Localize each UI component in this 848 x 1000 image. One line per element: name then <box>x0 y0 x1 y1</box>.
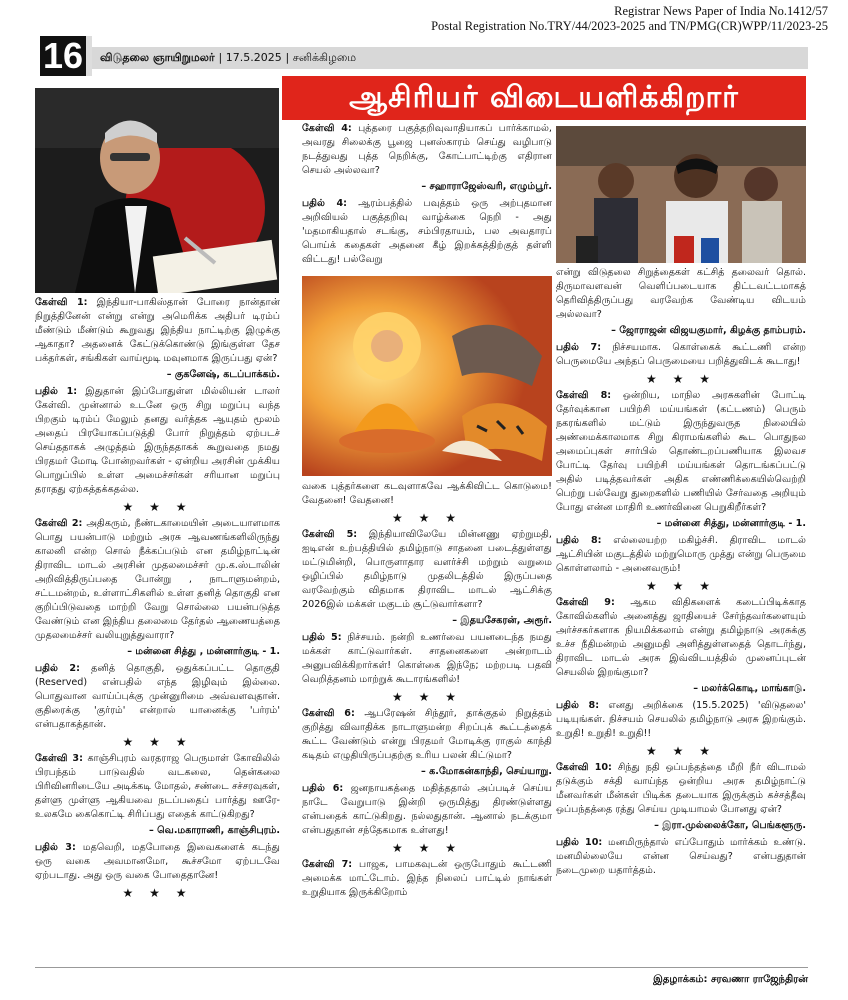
column-2-top <box>302 122 552 269</box>
issue-day: சனிக்கிழமை <box>292 51 357 64</box>
reader-byline: – சஹாராஜேஸ்வரி, எழும்பூர். <box>421 181 552 192</box>
registration-info <box>431 4 828 34</box>
qa-label: பதில் 4: <box>302 198 347 209</box>
qa-paragraph <box>35 752 280 822</box>
qa-label: பதில் 6: <box>302 783 344 794</box>
qa-paragraph <box>302 631 552 687</box>
reader-byline: – க.மோகன்காந்தி, செய்யாறு. <box>421 766 552 777</box>
section-separator-stars: ★ ★ ★ <box>392 690 462 704</box>
section-separator-stars: ★ ★ ★ <box>122 886 193 900</box>
qa-label: பதில் 2: <box>35 663 80 674</box>
columnist-illustration <box>35 88 279 293</box>
qa-text: எனது அறிக்கை (15.5.2025) 'விடுதலை' படியுங்கள். நிச்சயம் செயலில் தமிழ்நாடு அரசு இறங்கும். உறுதி! உறுதி! உறுதி!! <box>556 700 806 739</box>
issue-date: 17.5.2025 <box>225 51 282 64</box>
reader-byline: – மன்னை சித்து, மன்னார்குடி - 1. <box>656 518 806 529</box>
qa-paragraph <box>556 534 806 576</box>
qa-text: புத்தரை பகுத்தறிவுவாதியாகப் பார்க்காமல், அவரது சிலைக்கு பூஜை புனஸ்காரம் செய்து வழிபாடு நடத்துவது புத்த நெறிக்கு, கோட்பாட்டிற்கு எதிரான செயல் அல்லவா? <box>302 123 552 176</box>
qa-paragraph <box>35 296 280 366</box>
registration-line-1: Registrar News Paper of India No.1412/57 <box>614 4 828 18</box>
paper-name: விடுதலை ஞாயிறுமலர் <box>100 51 215 64</box>
column-1 <box>35 296 280 903</box>
qa-paragraph <box>302 782 552 838</box>
qa-label: கேள்வி 7: <box>302 859 353 870</box>
qa-paragraph <box>556 836 806 878</box>
qa-text: ஜனநாயகத்தை மதித்ததால் அப்படிச் செய்ய நாடே வேறுபாடு இன்றி ஒருமித்து திரண்டுள்ளது என்பதைக் காட்டுகிறது. நல்லதுதான். ஆனால் நடக்குமா என்பதுதான் சந்தேகமாக உள்ளது! <box>302 783 552 836</box>
qa-label: பதில் 8: <box>556 700 600 711</box>
qa-label: பதில் 8: <box>556 535 602 546</box>
qa-text: ஒன்றிய, மாநில அரசுகளின் போட்டி தேர்வுக்கான பயிற்சி மய்யங்கள் (கட்டணம்) பெரும் நகரங்களில் மட்டும் இருந்துவருத நிலையில் அண்மைக்காலமாக சிறு கிராமங்களில் கூட பொதுநல அமைப்புகள் சார்பில் தொண்டறப்பணியாக இலவச போட்டி தேர்வு பயிற்சி மய்யங்கள் தொடங்கப்பட்டு அதில் படித்தவர்கள் அதிக எண்ணிக்கையில்வெற்றி பெற்று பல்வேறு துறைகளில் பணியில் சேர்வதை அறியும் போது என்ன மாதிரி உணர்வினை பெறுகிறீர்கள்? <box>556 390 806 513</box>
qa-text: நிச்சயமாக. கொள்கைக் கூட்டணி என்ற பெருமையே அந்தப் பெருமையை பறித்துவிடக் கூடாது! <box>556 342 806 367</box>
qa-text: நிச்சயம். நன்றி உணர்வை பயனடைந்த நமது மக்கள் காட்டுவார்கள். சாதனைகளை அன்றாடம் அனுபவிக்கிறார்கள்! கொள்கை இந்நே; மற்றபடி பதவி வெறித்தனம் மாற்றுக் கூடாரங்களில்! <box>302 632 552 685</box>
section-separator-stars: ★ ★ ★ <box>122 735 193 749</box>
qa-label: கேள்வி 4: <box>302 123 352 134</box>
qa-paragraph <box>35 662 280 732</box>
qa-text: என்று விடுதலை சிறுத்தைகள் கட்சித் தலைவர் தொல். திருமாவளவன் வெளிப்படையாக திட்டவட்டமாகத் தெரிவித்திருப்பது வரவேற்க வேண்டிய விடயம் அல்லவா? <box>556 267 806 320</box>
qa-text: ஆகம விதிகளைக் கடைப்பிடிக்காத கோவில்களில் அனைத்து ஜாதியைச் சேர்ந்தவர்களையும் அர்ச்சகர்களாக நியமிக்கலாம் என்று தமிழ்நாடு அரசுக்கு உச்ச நீதிமன்றம் அனுமதி அளித்துள்ளதைத் தொடர்ந்து, திராவிட மாடல் அரசு இவ்விடயத்தில் முனைப்புடன் செயலில் இறங்குமா? <box>556 597 806 678</box>
page-number: 16 <box>40 36 86 76</box>
reader-byline: – குகனேஷ், கடப்பாக்கம். <box>166 369 280 380</box>
qa-text: இந்தியா-பாகிஸ்தான் போரை நான்தான் நிறுத்தினேன் என்று என்று அமெரிக்க அதிபர் டிரம்ப் மீண்டும் மீண்டும் கூறுவது இந்திய நாட்டிற்கு இழுக்கு ஆகாதா? அதனைக் கேட்டுக்கொண்டு இங்குள்ள தேச பக்தர்கள், சங்கிகள் வாய்மூடி மவுனமாக இருப்பது ஏன்? <box>35 297 280 364</box>
qa-text: வகை புத்தர்களை கடவுளாகவே ஆக்கிவிட்ட கொடுமை! வேதனை! வேதனை! <box>302 481 552 506</box>
section-separator-stars: ★ ★ ★ <box>646 744 716 758</box>
qa-label: கேள்வி 9: <box>556 597 615 608</box>
qa-paragraph <box>302 707 552 763</box>
qa-label: கேள்வி 2: <box>35 518 83 529</box>
qa-label: கேள்வி 1: <box>35 297 88 308</box>
press-meet-illustration <box>556 126 806 263</box>
reader-byline: – வெ.மகாராணி, காஞ்சிபுரம். <box>149 825 280 836</box>
qa-text: சிந்து நதி ஒப்பந்தத்தை மீறி நீர் விடாமல் தடுக்கும் சக்தி வாய்ந்த ஒன்றிய அரசு தமிழ்நாட்டு மீனவர்கள் மீன்கள் பிடிக்க தடையாக இருக்கும் கச்சத்தீவு ஒப்பந்தத்தை ரத்து செய்ய முடியாமல் போனது ஏன்? <box>556 762 806 815</box>
column-2-bottom <box>302 480 552 902</box>
qa-text: பாஜக, பாமகவுடன் ஒருபோதும் கூட்டணி அமைக்க மாட்டோம். இந்த நிலைப் பாட்டில் நாங்கள் உறுதியாக இருக்கிறோம் <box>302 859 552 898</box>
qa-text: அதிகரும், நீண்டகாமையின் அடையாளமாக பொது பயன்பாடு மற்றும் அரசு ஆவணங்களிலிருந்து காலனி என்ற சொல் நீக்கப்படும் என தமிழ்நாட்டின் திராவிட மாடல் அரசின் முதலமைச்சர் மு.க.ஸ்டாலின் அறிவித்திருப்பதை போன்று , நாடாளுமன்றம், சட்டமன்றம், உள்ளாட்சிகளில் உள்ள தனித் தொகுதி என குறிப்பிடுவதை மாற்றி வேறு சொல்லை பயன்படுத்த வேண்டும் என இந்திய தலைமை தேர்தல் ஆணையத்தை முதலமைச்சர் வலியுறுத்துவாரா? <box>35 518 280 641</box>
bottom-rule <box>35 967 808 968</box>
section-separator-stars: ★ ★ ★ <box>646 579 716 593</box>
qa-text: எல்லையற்ற மகிழ்ச்சி. திராவிட மாடல் ஆட்சியின் மகுடத்தில் மற்றுமொரு முத்து என்று பெருமை கொள்ளலாம் - அனைவரும்! <box>556 535 806 574</box>
qa-text: இதுதான் இப்போதுள்ள மில்லியன் டாலர் கேள்வி. முன்னால் உடனே ஒரு சிறு மறுப்பு வந்த பிறகும் டிரம்ப் மேலும் தனது வர்த்தக ஆயுதம் மூலம் அதைப் பிரயோகப்படுத்தி போர் நிறுத்தம் ஏற்படச் செய்ததாகக் அழுத்தம் இருந்ததாகக் கூறுவதை நமது பிரதமர் மோடி போன்றவர்கள் - ஏன்றிய அரசின் முக்கிய பொறுப்பில் உள்ள அமைச்சர்கள் சரியான மறுப்பு தராதது ஏற்கத்தக்கதல்ல. <box>35 386 280 495</box>
section-separator-stars: ★ ★ ★ <box>392 511 462 525</box>
qa-text: காஞ்சிபுரம் வரதராஜ பெருமாள் கோவிலில் பிரபந்தம் பாடுவதில் வடகலை, தென்கலை பிரிவினரிடையே அடிக்கடி மோதல், சண்டை சச்சரவுகள், தள்ளு முள்ளு ஆகியவை நடப்பதைப் பார்த்து ஊரே- உலகமே கைகொட்டி சிரிப்பது எதைக் காட்டுகிறது? <box>35 753 280 820</box>
masthead-strip: விடுதலை ஞாயிறுமலர் | 17.5.2025 | சனிக்கிழமை <box>92 47 808 69</box>
press-meet-photo <box>556 126 806 263</box>
registration-line-2: Postal Registration No.TRY/44/2023-2025 and TN/PMG(CR)WPP/11/2023-25 <box>431 19 828 33</box>
qa-paragraph <box>556 389 806 515</box>
qa-paragraph <box>556 699 806 741</box>
qa-label: பதில் 3: <box>35 842 76 853</box>
qa-label: பதில் 7: <box>556 342 602 353</box>
qa-text: இந்தியாவிலேயே மின்னணு ஏற்றுமதி, ஐடிஎன் உற்பத்தியில் தமிழ்நாடு சாதனை படைத்துள்ளது மட்டுமின்றி, பொருளாதார வளர்ச்சி மற்றும் வறுமை ஒழிப்பில் தமிழ்நாடு முதலிடத்தில் இருப்பதை வரவேற்கும் விதமாக திராவிட மாடல் ஆட்சிக்கு 2026இல் மக்கள் மகுடம் சூட்டுவார்களா? <box>302 529 552 610</box>
reader-byline: – ஜோராஜன் விஜயகுமார், கிழக்கு தாம்பரம். <box>611 325 806 336</box>
qa-label: பதில் 5: <box>302 632 342 643</box>
columnist-photo <box>35 88 279 293</box>
column-3 <box>556 266 806 880</box>
qa-text: தனித் தொகுதி, ஒதுக்கப்பட்ட தொகுதி (Reserved) என்பதில் எந்த இழிவும் இல்லை. பொதுவான வாய்ப்புக்கு முன்னுரிமை அவ்வளவுதான். குதிரைக்கு 'குர்ரம்' என்றால் யானைக்கு 'பர்ரம்' என்பதாகத்தான். <box>35 663 280 730</box>
qa-text: ஆரம்பத்தில் பவுத்தம் ஒரு அற்புதமான அறிவியல் பகுத்தறிவு வாழ்க்கை நெறி - அது 'மதமாகியதால் சடங்கு, சம்பிரதாயம், பல அவதாரப் பொய்க் கதைகள் அதனை கீழ் இறக்கத்திற்குத் தள்ளி விட்டது! பல்வேறு <box>302 198 552 265</box>
qa-text: மனமிருந்தால் எப்போதும் மார்க்கம் உண்டு. மனமில்லையே என்ன செய்வது? என்பதுதான் நடைமுறை யதார்த்தம். <box>556 837 806 876</box>
qa-paragraph <box>302 528 552 612</box>
qa-paragraph <box>35 517 280 643</box>
qa-paragraph <box>302 122 552 178</box>
qa-label: கேள்வி 5: <box>302 529 358 540</box>
buddha-illustration <box>302 276 552 476</box>
qa-label: கேள்வி 6: <box>302 708 355 719</box>
qa-paragraph <box>556 761 806 817</box>
qa-paragraph <box>35 841 280 883</box>
qa-label: பதில் 1: <box>35 386 78 397</box>
reader-byline: – மன்னை சித்து , மன்னார்குடி - 1. <box>127 646 280 657</box>
editor-credit: இதழாக்கம்: சரவணா ராஜேந்திரன் <box>653 974 808 985</box>
qa-label: கேள்வி 8: <box>556 390 612 401</box>
qa-paragraph <box>302 858 552 900</box>
qa-paragraph <box>35 385 280 497</box>
qa-label: கேள்வி 3: <box>35 753 83 764</box>
section-separator-stars: ★ ★ ★ <box>122 500 193 514</box>
column-title-banner: ஆசிரியர் விடையளிக்கிறார் <box>282 76 806 120</box>
qa-text: மதவெறி, மதபோதை இவைகளைக் கடந்து ஒரு வகை அவமானமோ, கூச்சமோ ஏற்படவே ஏற்படாது. அது ஒரு வகை போதைதானே! <box>35 842 280 881</box>
section-separator-stars: ★ ★ ★ <box>392 841 462 855</box>
continued-paragraph <box>302 480 552 508</box>
buddha-painting <box>302 276 552 476</box>
section-separator-stars: ★ ★ ★ <box>646 372 716 386</box>
reader-byline: – இதயசேகரன், அரூர். <box>452 615 552 626</box>
qa-paragraph <box>302 197 552 267</box>
qa-label: கேள்வி 10: <box>556 762 612 773</box>
reader-byline: – இரா.முல்லைக்கோ, பெங்களூரு. <box>654 820 806 831</box>
reader-byline: – மலர்க்கொடி, மாங்காடு. <box>693 683 806 694</box>
continued-paragraph <box>556 266 806 322</box>
qa-text: ஆபரேஷன் சிந்தூர், தாக்குதல் நிறுத்தம் குறித்து விவாதிக்க நாடாளுமன்ற சிறப்புக் கூட்டத்தைக் கூட்ட வேண்டும் என்று பிரதமர் மோடிக்கு ராகுல் காந்தி கடிதம் எழுதியிருப்பதற்கு உரிய பலன் கிட்டுமா? <box>302 708 552 761</box>
qa-paragraph <box>556 596 806 680</box>
qa-paragraph <box>556 341 806 369</box>
qa-label: பதில் 10: <box>556 837 603 848</box>
